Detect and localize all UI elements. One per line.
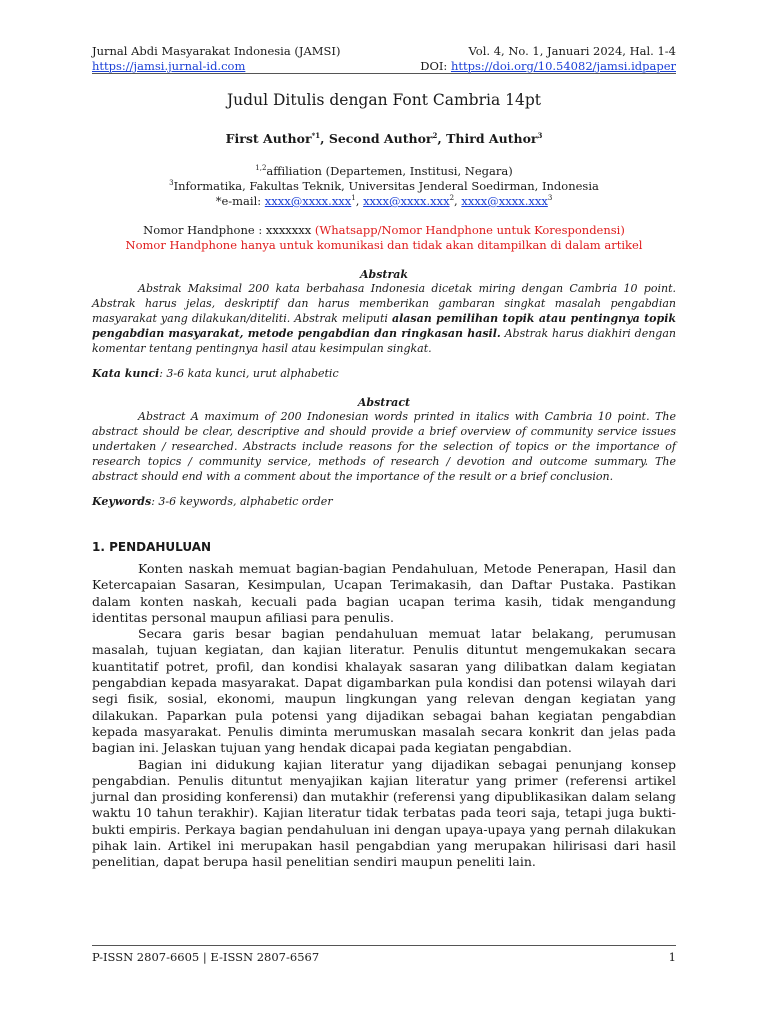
paragraph-1: Konten naskah memuat bagian-bagian Pendahuluan, Metode Penerapan, Hasil dan Ketercapaian Sasaran, Kesimpulan, Ucapan Terimakasih, dan Daftar Pustaka. Pastikan dalam konten naskah, kecuali pada bagian ucapan terima kasih, tidak mengandung identitas personal maupun afiliasi para penulis.	[92, 561, 676, 625]
doi-link[interactable]: https://doi.org/10.54082/jamsi.idpaper	[450, 59, 676, 73]
kata-kunci	[92, 367, 676, 380]
email-line	[0, 194, 768, 209]
affiliation-1	[0, 164, 768, 179]
author-separator: ,	[437, 131, 447, 146]
email-3-sup: 3	[547, 194, 553, 203]
footer-rule	[92, 945, 676, 946]
email-link-1[interactable]: xxxx@xxxx.xxx	[264, 194, 352, 208]
email-2-sup: 2	[449, 194, 455, 203]
author-3: Third Author	[446, 131, 538, 146]
abstract-heading: Abstract	[357, 396, 411, 409]
keywords-label: Keywords	[92, 495, 152, 508]
affiliation-1-text: affiliation (Departemen, Institusi, Negara)	[266, 164, 513, 178]
email-link-2[interactable]: xxxx@xxxx.xxx	[363, 194, 450, 208]
footer-issn: P-ISSN 2807-6605 | E-ISSN 2807-6567	[92, 950, 320, 964]
author-1: First Author	[225, 131, 312, 146]
phone-note: (Whatsapp/Nomor Handphone untuk Korespondensi)	[314, 223, 625, 237]
header-rule	[92, 73, 676, 74]
doi-label: DOI:	[420, 59, 451, 73]
author-3-sup: 3	[537, 130, 543, 140]
header-left	[92, 44, 340, 74]
paper-title: Judul Ditulis dengan Font Cambria 14pt	[226, 91, 542, 109]
phone-label: Nomor Handphone : xxxxxxx	[143, 223, 315, 237]
journal-name: Jurnal Abdi Masyarakat Indonesia (JAMSI)	[92, 44, 341, 58]
keywords	[92, 495, 676, 508]
abstrak-part-1: Abstrak Maksimal 200 kata berbahasa Indonesia dicetak miring dengan Cambria 10 point. Abstrak harus jelas, deskriptif dan harus memberikan gambaran singkat masalah pengabdian masyarakat yang dilakukan/diteliti. Abstrak meliputi	[92, 282, 676, 325]
abstract-text	[92, 409, 676, 484]
paragraph-2: Secara garis besar bagian pendahuluan memuat latar belakang, perumusan masalah, tujuan kegiatan, dan kajian literatur. Penulis dituntut mengemukakan secara kuantitatif potret, profil, dan kondisi khalayak sasaran yang dilibatkan dalam kegiatan pengabdian kepada masyarakat. Dapat digambarkan pula kondisi dan potensi wilayah dari segi fisik, sosial, ekonomi, maupun lingkungan yang relevan dengan kegiatan yang dilakukan. Paparkan pula potensi yang dijadikan sebagai bahan kegiatan pengabdian kepada masyarakat. Penulis diminta merumuskan masalah secara konkrit dan jelas pada bagian ini. Jelaskan tujuan yang hendak dicapai pada kegiatan pengabdian.	[92, 626, 676, 756]
abstrak-bold: alasan pemilihan topik atau pentingnya topik pengabdian masyarakat, metode pengabdian dan ringkasan hasil.	[92, 312, 676, 340]
affiliations	[0, 164, 768, 209]
page-number: 1	[668, 950, 676, 964]
kata-kunci-label: Kata kunci	[92, 367, 160, 380]
affiliation-2-sup: 3	[169, 179, 174, 188]
author-2: Second Author	[328, 131, 433, 146]
affiliation-1-sup: 1,2	[255, 164, 267, 173]
abstrak-text	[92, 281, 676, 356]
keywords-text: : 3-6 keywords, alphabetic order	[151, 495, 333, 508]
author-1-sup: *1	[311, 130, 321, 140]
affiliation-2	[0, 179, 768, 194]
phone-line	[0, 223, 768, 238]
phone-block	[0, 223, 768, 253]
email-separator: ,	[454, 194, 462, 208]
email-link-3[interactable]: xxxx@xxxx.xxx	[461, 194, 548, 208]
abstrak-part-2: Abstrak harus diakhiri dengan komentar tentang pentingnya hasil atau kesimpulan singkat.	[92, 327, 676, 355]
section-heading-pendahuluan: 1. PENDAHULUAN	[92, 540, 212, 554]
affiliation-2-text: Informatika, Fakultas Teknik, Universitas Jenderal Soedirman, Indonesia	[173, 179, 599, 193]
author-separator: ,	[320, 131, 329, 146]
section-body	[92, 561, 676, 871]
phone-warning: Nomor Handphone hanya untuk komunikasi dan tidak akan ditampilkan di dalam artikel	[125, 238, 643, 252]
journal-url-link[interactable]: https://jamsi.jurnal-id.com	[92, 59, 246, 73]
email-1-sup: 1	[351, 194, 356, 203]
author-2-sup: 2	[432, 130, 438, 140]
email-prefix: *e-mail:	[215, 194, 265, 208]
paragraph-3: Bagian ini didukung kajian literatur yang dijadikan sebagai penunjang konsep pengabdian. Penulis dituntut menyajikan kajian literatur yang primer (referensi artikel jurnal dan prosiding konferensi) dan mutakhir (referensi yang dipublikasikan dalam selang waktu 10 tahun terakhir). Kajian literatur tidak terbatas pada teori saja, tetapi juga bukti-bukti empiris. Perkaya bagian pendahuluan ini dengan upaya-upaya yang pernah dilakukan pihak lain. Artikel ini merupakan hasil pengabdian yang merupakan hilirisasi dari hasil penelitian, dapat berupa hasil penelitian sendiri maupun peneliti lain.	[92, 756, 676, 870]
abstract-body: Abstract A maximum of 200 Indonesian words printed in italics with Cambria 10 point. The abstract should be clear, descriptive and should provide a brief overview of community service issues undertaken / researched. Abstracts include reasons for the selection of topics or the importance of research topics / community service, methods of research / devotion and outcome summary. The abstract should end with a comment about the importance of the result or a brief conclusion.	[92, 410, 676, 483]
kata-kunci-text: : 3-6 kata kunci, urut alphabetic	[159, 367, 339, 380]
header-right	[420, 44, 676, 74]
email-separator: ,	[355, 194, 364, 208]
doi-line	[420, 59, 676, 74]
author-list	[0, 131, 768, 146]
abstrak-heading: Abstrak	[359, 268, 409, 281]
volume-info: Vol. 4, No. 1, Januari 2024, Hal. 1-4	[468, 44, 676, 58]
